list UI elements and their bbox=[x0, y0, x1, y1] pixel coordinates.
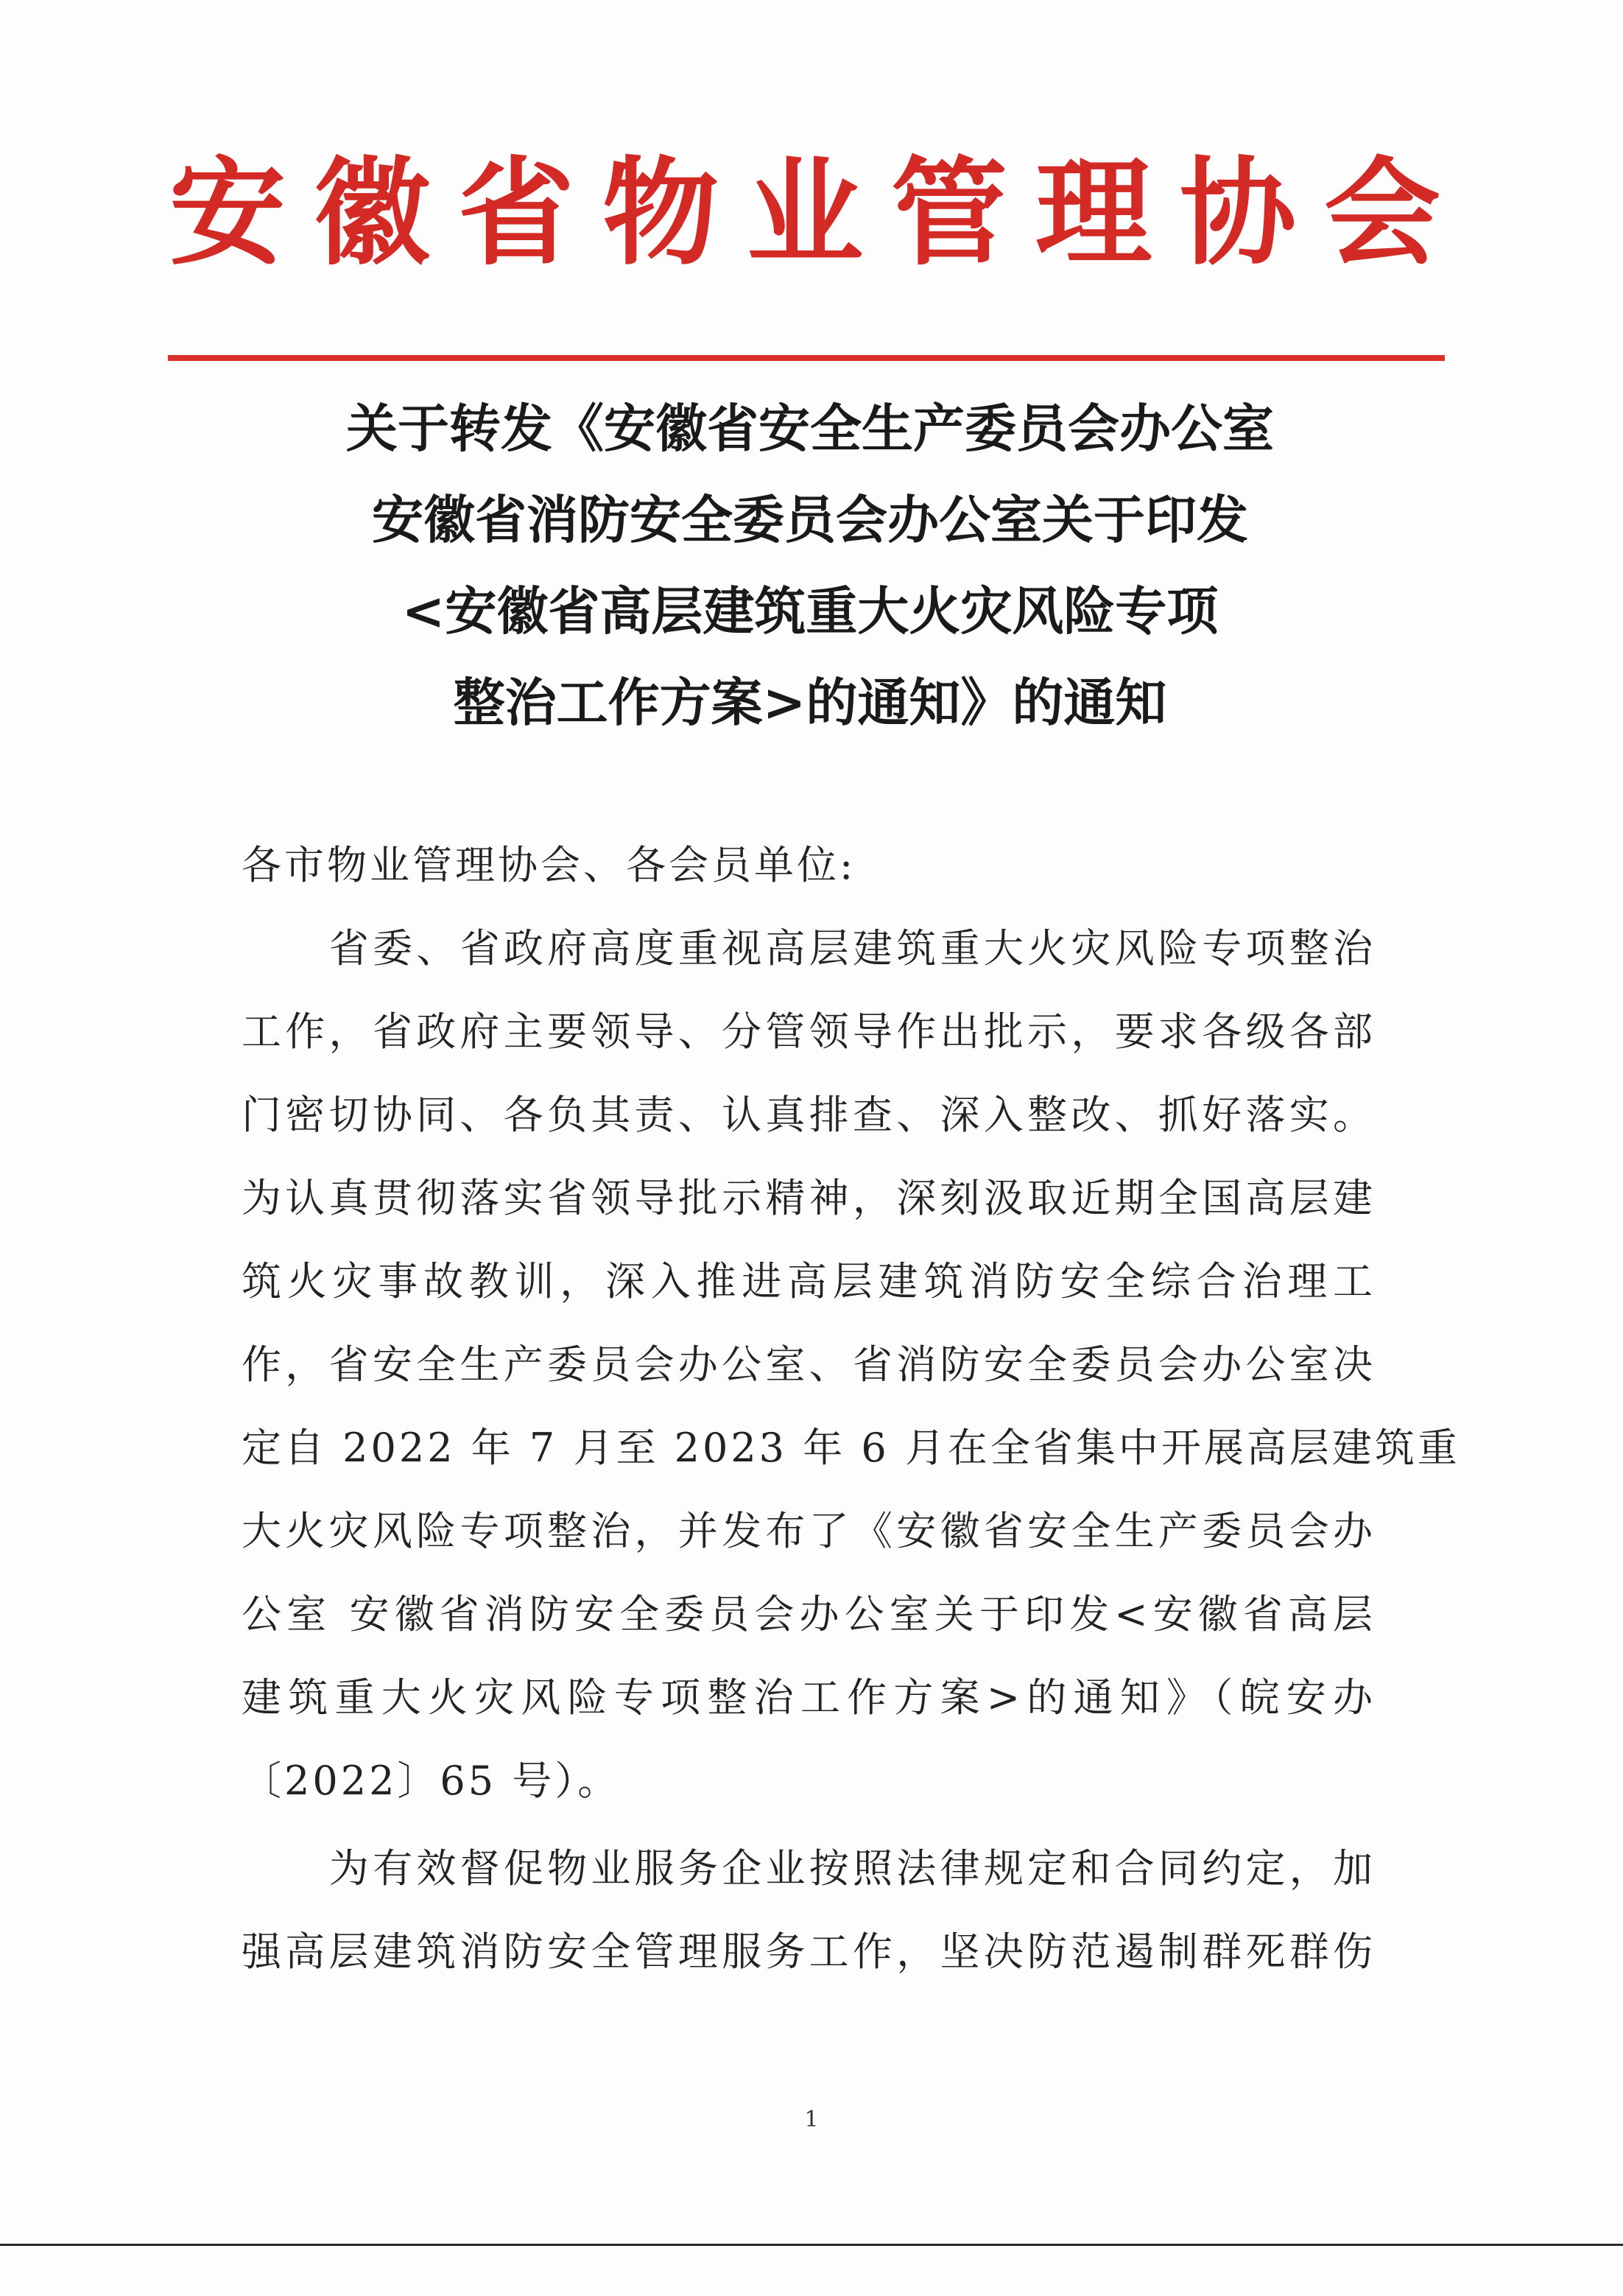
paragraph-1 bbox=[242, 907, 1460, 1822]
paragraph-line: 筑火灾事故教训，深入推进高层建筑消防安全综合治理工 bbox=[242, 1258, 1376, 1305]
salutation: 各市物业管理协会、各会员单位: bbox=[242, 842, 856, 888]
paragraph-2 bbox=[242, 1827, 1376, 1993]
document-title bbox=[147, 383, 1473, 748]
document-body bbox=[242, 824, 1460, 1993]
paragraph-line: 门密切协同、各负其责、认真排查、深入整改、抓好落实。 bbox=[242, 1092, 1376, 1138]
paragraph-line: 作，省安全生产委员会办公室、省消防安全委员会办公室决 bbox=[242, 1341, 1376, 1388]
page-number: 1 bbox=[804, 2107, 819, 2132]
title-line: 整治工作方案>的通知》的通知 bbox=[453, 672, 1167, 733]
title-line: 安徽省消防安全委员会办公室关于印发 bbox=[372, 489, 1248, 550]
paragraph-line: 建筑重大火灾风险专项整治工作方案>的通知》（皖安办 bbox=[242, 1674, 1376, 1721]
paragraph-line: 公室 安徽省消防安全委员会办公室关于印发<安徽省高层 bbox=[242, 1591, 1376, 1637]
paragraph-line: 强高层建筑消防安全管理服务工作，坚决防范遏制群死群伤 bbox=[242, 1928, 1376, 1975]
paragraph-line: 〔2022〕65 号）。 bbox=[242, 1758, 621, 1804]
paragraph-line: 省委、省政府高度重视高层建筑重大火灾风险专项整治 bbox=[328, 925, 1376, 972]
paragraph-line: 大火灾风险专项整治，并发布了《安徽省安全生产委员会办 bbox=[242, 1508, 1376, 1554]
title-line: <安徽省高层建筑重大火灾风险专项 bbox=[401, 580, 1219, 642]
paragraph-line: 为认真贯彻落实省领导批示精神，深刻汲取近期全国高层建 bbox=[242, 1175, 1376, 1221]
scan-bottom-edge bbox=[0, 2244, 1623, 2246]
paragraph-line: 定自 2022 年 7 月至 2023 年 6 月在全省集中开展高层建筑重 bbox=[242, 1425, 1460, 1471]
paragraph-line: 工作，省政府主要领导、分管领导作出批示，要求各级各部 bbox=[242, 1008, 1376, 1055]
title-line: 关于转发《安徽省安全生产委员会办公室 bbox=[346, 398, 1274, 459]
organization-letterhead: 安徽省物业管理协会 bbox=[169, 145, 1468, 281]
paragraph-line: 为有效督促物业服务企业按照法律规定和合同约定，加 bbox=[328, 1845, 1376, 1892]
letterhead-red-rule bbox=[168, 355, 1445, 361]
